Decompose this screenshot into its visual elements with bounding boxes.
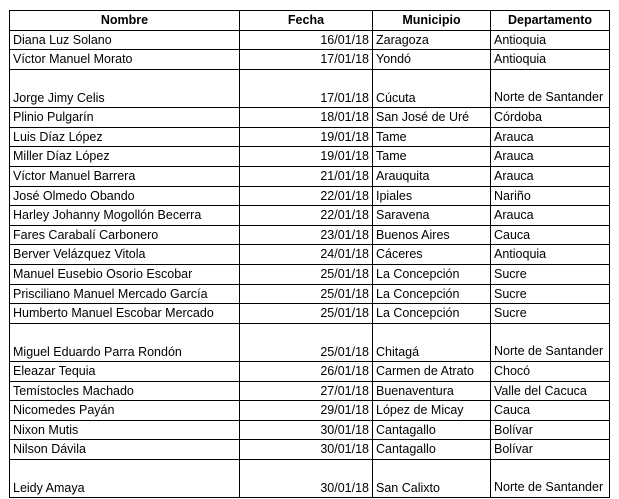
cell-departamento: Antioquia [491, 30, 610, 50]
cell-fecha: 25/01/18 [240, 284, 373, 304]
cell-municipio: La Concepción [373, 264, 491, 284]
cell-nombre: Luis Díaz López [10, 127, 240, 147]
cell-fecha: 21/01/18 [240, 166, 373, 186]
cell-fecha: 30/01/18 [240, 440, 373, 460]
table-row [10, 362, 610, 382]
cell-fecha: 23/01/18 [240, 225, 373, 245]
cell-nombre: Leidy Amaya [10, 460, 240, 498]
cell-municipio: San Calixto [373, 460, 491, 498]
cell-nombre: Víctor Manuel Barrera [10, 166, 240, 186]
cell-fecha: 25/01/18 [240, 304, 373, 324]
cell-nombre: Plinio Pulgarín [10, 108, 240, 128]
header-municipio: Municipio [373, 11, 491, 31]
table-row [10, 420, 610, 440]
cell-municipio: Chitagá [373, 323, 491, 361]
cell-departamento: Sucre [491, 264, 610, 284]
cell-nombre: Nilson Dávila [10, 440, 240, 460]
table-row [10, 166, 610, 186]
cell-nombre: Fares Carabalí Carbonero [10, 225, 240, 245]
table-row [10, 460, 610, 498]
table-row [10, 284, 610, 304]
table-row [10, 304, 610, 324]
cell-departamento: Arauca [491, 166, 610, 186]
cell-fecha: 19/01/18 [240, 127, 373, 147]
table-row [10, 323, 610, 361]
cell-fecha: 27/01/18 [240, 381, 373, 401]
cell-departamento: Valle del Cacuca [491, 381, 610, 401]
cell-nombre: Miguel Eduardo Parra Rondón [10, 323, 240, 361]
cell-municipio: San José de Uré [373, 108, 491, 128]
cell-municipio: Tame [373, 127, 491, 147]
cell-municipio: Saravena [373, 206, 491, 226]
cell-nombre: Jorge Jimy Celis [10, 69, 240, 107]
table-row [10, 127, 610, 147]
cell-departamento: Arauca [491, 206, 610, 226]
cell-departamento: Antioquia [491, 50, 610, 70]
cell-nombre: Eleazar Tequia [10, 362, 240, 382]
table-row [10, 440, 610, 460]
cell-municipio: Cantagallo [373, 420, 491, 440]
cell-departamento: Norte de Santander [491, 69, 610, 107]
table-row [10, 50, 610, 70]
cell-departamento: Nariño [491, 186, 610, 206]
header-departamento: Departamento [491, 11, 610, 31]
cell-fecha: 29/01/18 [240, 401, 373, 421]
table-row [10, 245, 610, 265]
table-row [10, 264, 610, 284]
cell-departamento: Bolívar [491, 420, 610, 440]
cell-nombre: Harley Johanny Mogollón Becerra [10, 206, 240, 226]
cell-fecha: 17/01/18 [240, 69, 373, 107]
cell-nombre: Miller Díaz López [10, 147, 240, 167]
cell-departamento: Cauca [491, 401, 610, 421]
cell-municipio: Zaragoza [373, 30, 491, 50]
cell-fecha: 22/01/18 [240, 186, 373, 206]
cell-municipio: Arauquita [373, 166, 491, 186]
cell-municipio: López de Micay [373, 401, 491, 421]
cell-municipio: Buenaventura [373, 381, 491, 401]
cell-nombre: Berver Velázquez Vitola [10, 245, 240, 265]
cell-municipio: Cúcuta [373, 69, 491, 107]
cell-nombre: Temístocles Machado [10, 381, 240, 401]
cell-fecha: 16/01/18 [240, 30, 373, 50]
cell-fecha: 17/01/18 [240, 50, 373, 70]
cell-departamento: Bolívar [491, 440, 610, 460]
header-row [10, 11, 610, 31]
victims-table [9, 10, 610, 498]
cell-nombre: Diana Luz Solano [10, 30, 240, 50]
cell-fecha: 30/01/18 [240, 460, 373, 498]
cell-municipio: Ipiales [373, 186, 491, 206]
cell-departamento: Arauca [491, 147, 610, 167]
cell-municipio: Carmen de Atrato [373, 362, 491, 382]
cell-fecha: 24/01/18 [240, 245, 373, 265]
table-row [10, 381, 610, 401]
header-nombre: Nombre [10, 11, 240, 31]
cell-fecha: 18/01/18 [240, 108, 373, 128]
cell-municipio: Tame [373, 147, 491, 167]
cell-fecha: 25/01/18 [240, 323, 373, 361]
cell-municipio: La Concepción [373, 304, 491, 324]
cell-departamento: Norte de Santander [491, 323, 610, 361]
table-row [10, 186, 610, 206]
cell-nombre: Nixon Mutis [10, 420, 240, 440]
cell-municipio: Yondó [373, 50, 491, 70]
cell-fecha: 26/01/18 [240, 362, 373, 382]
cell-municipio: Cáceres [373, 245, 491, 265]
cell-nombre: Víctor Manuel Morato [10, 50, 240, 70]
cell-nombre: Nicomedes Payán [10, 401, 240, 421]
cell-fecha: 19/01/18 [240, 147, 373, 167]
cell-nombre: Prisciliano Manuel Mercado García [10, 284, 240, 304]
cell-departamento: Sucre [491, 284, 610, 304]
table-row [10, 108, 610, 128]
table-row [10, 225, 610, 245]
table-row [10, 147, 610, 167]
cell-departamento: Chocó [491, 362, 610, 382]
cell-nombre: José Olmedo Obando [10, 186, 240, 206]
cell-municipio: Buenos Aires [373, 225, 491, 245]
cell-nombre: Humberto Manuel Escobar Mercado [10, 304, 240, 324]
cell-municipio: La Concepción [373, 284, 491, 304]
table-row [10, 30, 610, 50]
cell-fecha: 25/01/18 [240, 264, 373, 284]
table-body [10, 30, 610, 498]
cell-fecha: 22/01/18 [240, 206, 373, 226]
cell-departamento: Arauca [491, 127, 610, 147]
table-row [10, 206, 610, 226]
cell-nombre: Manuel Eusebio Osorio Escobar [10, 264, 240, 284]
cell-departamento: Sucre [491, 304, 610, 324]
cell-departamento: Norte de Santander [491, 460, 610, 498]
cell-departamento: Cauca [491, 225, 610, 245]
table-row [10, 69, 610, 107]
table-row [10, 401, 610, 421]
cell-municipio: Cantagallo [373, 440, 491, 460]
cell-fecha: 30/01/18 [240, 420, 373, 440]
cell-departamento: Antioquia [491, 245, 610, 265]
header-fecha: Fecha [240, 11, 373, 31]
cell-departamento: Córdoba [491, 108, 610, 128]
